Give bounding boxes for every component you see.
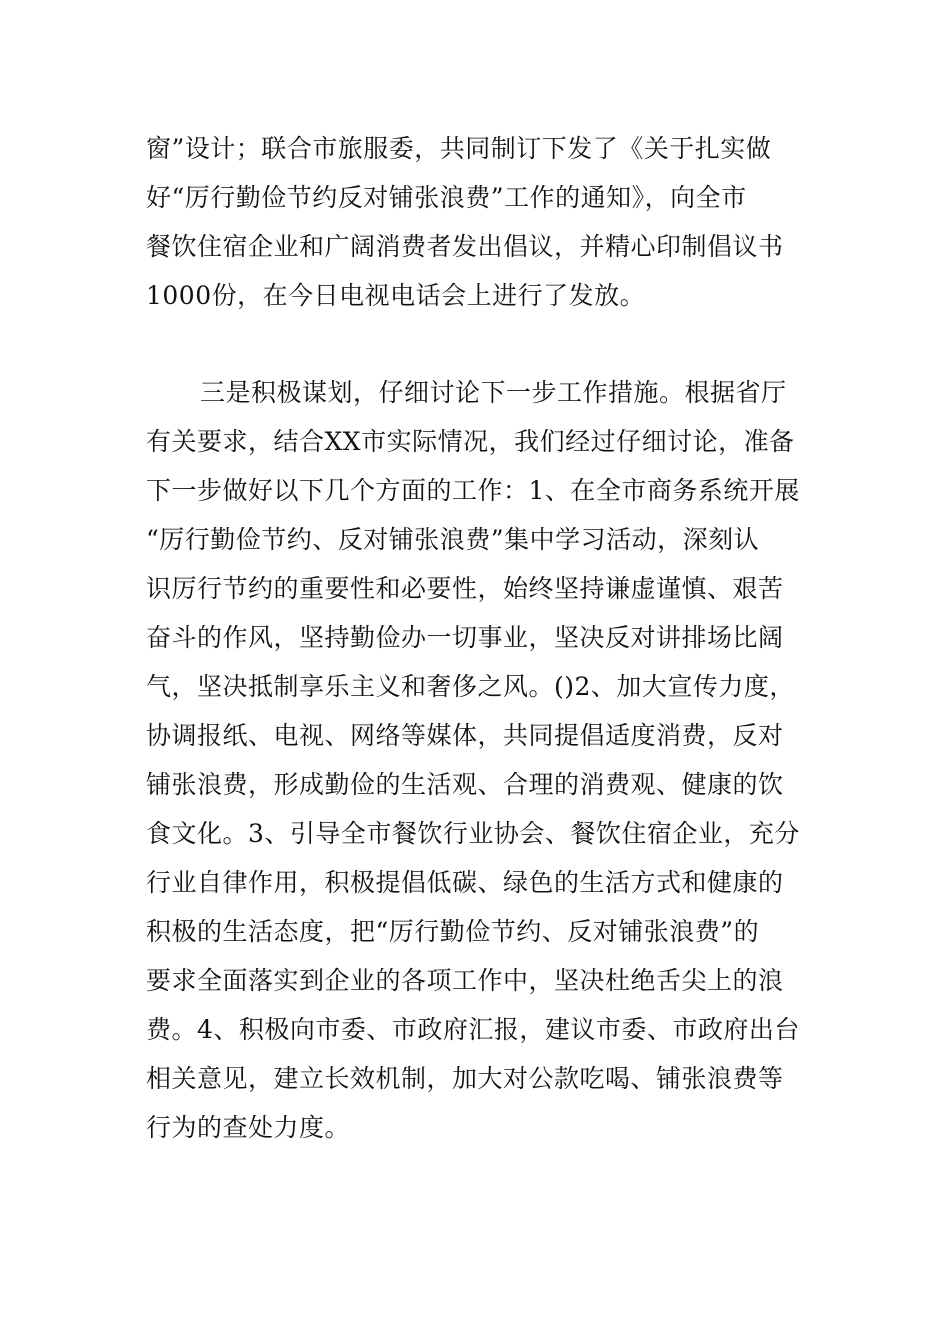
paragraph-line: 相关意见，建立长效机制，加大对公款吃喝、铺张浪费等	[146, 1064, 784, 1093]
paragraph-line: 行为的查处力度。	[146, 1113, 351, 1142]
paragraph-line: 识厉行节约的重要性和必要性，始终坚持谦虚谨慎、艰苦	[146, 574, 784, 603]
paragraph-line: 费。4、积极向市委、市政府汇报，建议市委、市政府出台	[146, 1015, 800, 1044]
paragraph-line: 要求全面落实到企业的各项工作中，坚决杜绝舌尖上的浪	[146, 966, 784, 995]
paragraph-line: 好“厉行勤俭节约反对铺张浪费”工作的通知》，向全市	[146, 183, 747, 212]
paragraph-line: 积极的生活态度，把“厉行勤俭节约、反对铺张浪费”的	[146, 917, 760, 946]
paragraph-line: 食文化。3、引导全市餐饮行业协会、餐饮住宿企业，充分	[146, 819, 800, 848]
paragraph-line: 铺张浪费，形成勤俭的生活观、合理的消费观、健康的饮	[146, 770, 784, 799]
paragraph-line: 奋斗的作风，坚持勤俭办一切事业，坚决反对讲排场比阔	[146, 623, 784, 652]
paragraph-line: 餐饮住宿企业和广阔消费者发出倡议，并精心印制倡议书	[146, 232, 784, 261]
paragraph-line: “厉行勤俭节约、反对铺张浪费”集中学习活动，深刻认	[146, 525, 760, 554]
paragraph-line: 行业自律作用，积极提倡低碳、绿色的生活方式和健康的	[146, 868, 784, 897]
paragraph-line: 协调报纸、电视、网络等媒体，共同提倡适度消费，反对	[146, 721, 784, 750]
paragraph-line: 1000份，在今日电视电话会上进行了发放。	[146, 281, 646, 310]
paragraph-line: 下一步做好以下几个方面的工作：1、在全市商务系统开展	[146, 476, 800, 505]
paragraph-line: 有关要求，结合XX市实际情况，我们经过仔细讨论，准备	[146, 427, 795, 456]
paragraph-line: 窗”设计；联合市旅服委，共同制订下发了《关于扎实做	[146, 134, 772, 163]
paragraph-line: 气，坚决抵制享乐主义和奢侈之风。()2、加大宣传力度，	[146, 672, 795, 701]
paragraph-line: 三是积极谋划，仔细讨论下一步工作措施。根据省厅	[200, 378, 787, 407]
